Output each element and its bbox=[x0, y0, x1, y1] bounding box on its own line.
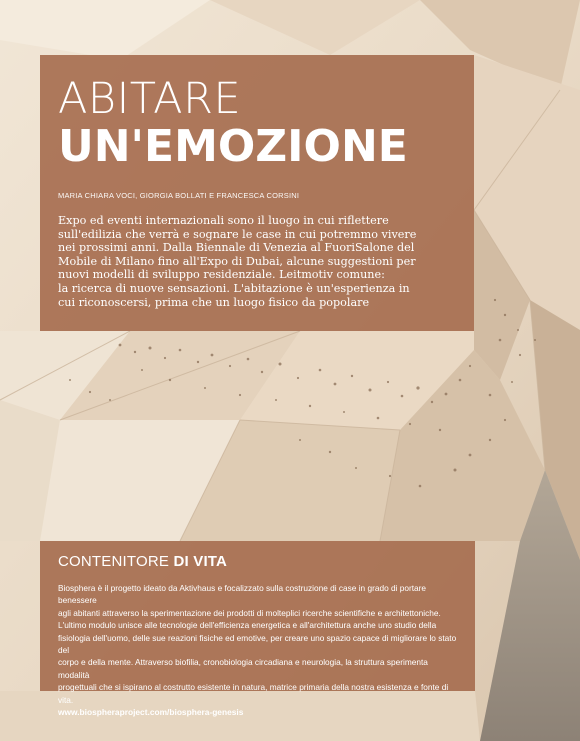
box-website-link[interactable]: www.biospheraproject.com/biosphera-genesis bbox=[58, 707, 244, 718]
article-title-line1: ABITARE bbox=[58, 74, 242, 124]
box-title-regular: CONTENITORE bbox=[58, 553, 174, 570]
box-title bbox=[58, 553, 457, 571]
article-title bbox=[58, 74, 456, 172]
article-authors: MARIA CHIARA VOCI, GIORGIA BOLLATI E FRANCESCA CORSINI bbox=[58, 191, 300, 200]
box-title-bold: DI VITA bbox=[173, 553, 228, 570]
article-header-panel bbox=[40, 55, 474, 331]
box-body-text: Biosphera è il progetto ideato da Aktivhaus e focalizzato sulla costruzione di case in grado di portare benessere agli abitanti attraverso la sperimentazione dei prodotti di molteplici ricerche scientifiche e architettoniche. L'ultimo modulo unisce alle tecnologie dell'efficienza energetica e all'architettura anche uno studio della fisiologia dell'uomo, delle sue reazioni fisiche ed emotive, per creare uno spazio capace di migliorare lo stato del corpo e della mente. Attraverso biofilia, cronobiologia circadiana e neurologia, la struttura sperimenta modalità progettuali che si ispirano al costrutto esistente in natura, matrice primaria della nostra esistenza e fonte di vita. bbox=[58, 583, 457, 705]
article-title-line2: UN'EMOZIONE bbox=[58, 121, 408, 172]
article-intro: Expo ed eventi internazionali sono il luogo in cui riflettere sull'edilizia che verrà e sognare le case in cui potremmo vivere nei prossimi anni. Dalla Biennale di Venezia al FuoriSalone del Mobile di Milano fino all'Expo di Dubai, alcune suggestioni per nuovi modelli di sviluppo residenziale. Leitmotiv comune: la ricerca di nuove sensazioni. L'abitazione è un'esperienza in cui riconoscersi, prima che un luogo fisico da popolare bbox=[58, 214, 417, 309]
sidebar-box-panel bbox=[40, 541, 475, 718]
